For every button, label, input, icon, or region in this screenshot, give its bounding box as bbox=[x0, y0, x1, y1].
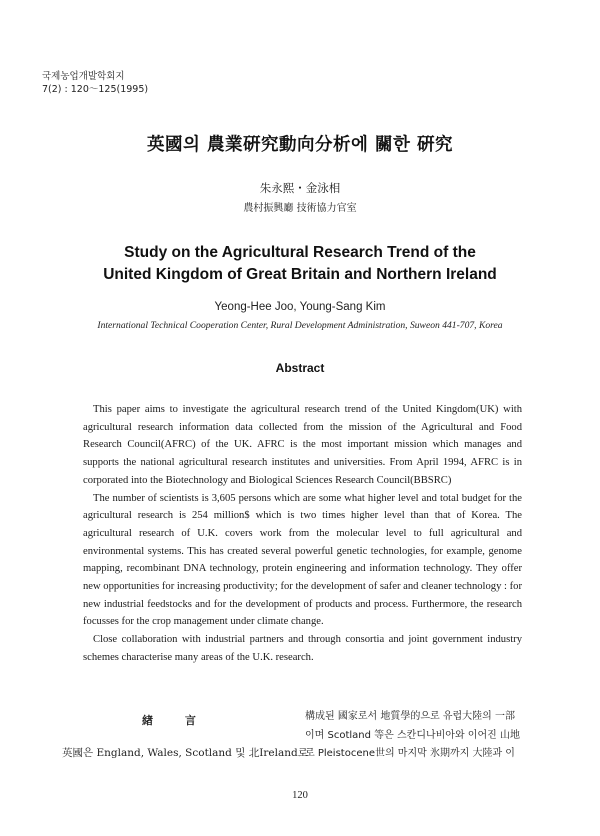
abstract-paragraph-1: This paper aims to investigate the agricultural research trend of the United Kingdom(UK) with agricultural research information data collected from the mission of the Agricultural and Food Research Council(AFRC) of the UK. AFRC is the most important mission which manages and supports the national agricultural research institutes and universities. From April 1994, AFRC is in corporated into the Biotechnology and Biological Sciences Research Council(BBSRC) bbox=[83, 404, 522, 486]
introduction-heading: 緖 言 bbox=[142, 714, 210, 727]
journal-header bbox=[42, 70, 148, 96]
journal-name: 국제농업개발학회지 bbox=[42, 71, 125, 82]
journal-citation: 7(2) : 120～125(1995) bbox=[42, 84, 149, 95]
abstract-paragraph-2: The number of scientists is 3,605 persons which are some what higher level and total budget for the agricultural research is 254 million$ which is two times higher level than that of Korea. The agricultural research of U.K. covers work from the molecular level to full agricultural and environmental systems. This has created several powerful genetic technologies, for example, genome mapping, recombinant DNA technology, protein engineering and information technology. They offer new opportunities for increasing productivity; for the development of safer and cleaner technology : for new industrial feedstocks and for the development of products and process. Furthermore, the research focusses for the crop management under climate change. bbox=[83, 492, 522, 628]
english-title-line-1: Study on the Agricultural Research Trend of the bbox=[124, 244, 476, 261]
abstract-paragraph-3: Close collaboration with industrial partners and through consortia and joint government industry schemes characterise many areas of the U.K. research. bbox=[83, 634, 522, 663]
abstract-heading: Abstract bbox=[275, 361, 325, 375]
english-authors: Yeong-Hee Joo, Young-Sang Kim bbox=[214, 301, 386, 313]
korean-authors: 朱永熙・金泳相 bbox=[259, 181, 341, 195]
left-column-text: 英國은 England, Wales, Scotland 및 北Ireland로 bbox=[62, 747, 308, 759]
page-number: 120 bbox=[292, 790, 308, 801]
abstract-body bbox=[83, 401, 522, 667]
right-column-line-3: 로 Pleistocene世의 마지막 氷期까지 大陸과 이 bbox=[305, 748, 515, 759]
english-affiliation: International Technical Cooperation Center, Rural Development Administration, Suweon 441-707, Korea bbox=[97, 320, 503, 331]
english-title-line-2: United Kingdom of Great Britain and Northern Ireland bbox=[103, 266, 497, 283]
korean-affiliation: 農村振興廳 技術協力官室 bbox=[243, 203, 357, 214]
korean-title: 英國의 農業硏究動向分析에 關한 硏究 bbox=[147, 135, 453, 155]
right-column-text bbox=[305, 708, 555, 764]
right-column-line-1: 構成된 國家로서 地質學的으로 유럽大陸의 一部 bbox=[305, 711, 515, 722]
english-title bbox=[0, 242, 600, 286]
right-column-line-2: 이며 Scotland 等은 스칸디나비아와 이어진 山地 bbox=[305, 729, 520, 741]
